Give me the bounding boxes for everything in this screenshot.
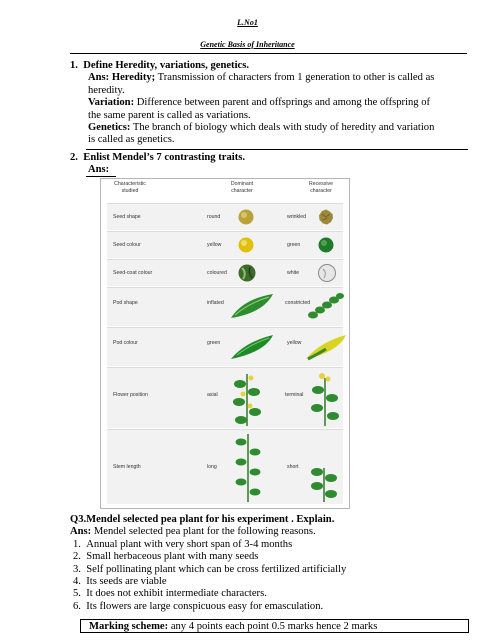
dominant-label: yellow <box>207 242 222 248</box>
question-2 <box>70 152 470 177</box>
trait-row <box>107 367 343 428</box>
list-item: 6. Its flowers are large conspicuous easy for emasculation. <box>73 600 324 612</box>
reasons-list <box>70 539 480 613</box>
lecture-number: L.No1 <box>237 18 258 27</box>
trait-row <box>107 259 343 286</box>
yellow-seed-icon <box>237 236 255 254</box>
q1-heredity-tail: heredity. <box>88 84 125 96</box>
dominant-label: inflated <box>207 300 224 306</box>
dominant-label: green <box>207 340 221 346</box>
trait-row <box>107 231 343 258</box>
list-item: 3. Self pollinating plant which can be cross fertilized artificially <box>73 563 347 575</box>
q3-ans-label: Ans: <box>70 526 92 538</box>
q3-question: Q3.Mendel selected pea plant for his experiment . Explain. <box>70 514 335 525</box>
q1-variation-label: Variation: <box>88 97 135 109</box>
long-stem-plant-icon <box>231 432 265 502</box>
list-item: 1. Annual plant with very short span of 3-4 months <box>73 538 293 550</box>
trait-row <box>107 327 343 366</box>
q1-question: Define Heredity, variations, genetics. <box>83 60 249 71</box>
header-rule <box>70 53 467 54</box>
q1-genetics-tail: is called as genetics. <box>88 134 175 146</box>
q1-variation-tail: the same parent is called as variations. <box>88 109 251 121</box>
inflated-pod-icon <box>229 291 275 321</box>
chapter-title: Genetic Basis of Inheritance <box>200 40 295 49</box>
trait-name: Flower position <box>113 392 148 398</box>
header-dominant: Dominant character <box>230 181 254 194</box>
question-3 <box>70 514 480 613</box>
marking-text: any 4 points each point 0.5 marks hence 2 marks <box>170 621 378 632</box>
trait-name: Stem length <box>113 464 141 470</box>
marking-scheme-box <box>80 619 469 633</box>
trait-name: Pod colour <box>113 340 138 346</box>
trait-name: Pod shape <box>113 300 138 306</box>
axial-flower-plant-icon <box>229 370 265 426</box>
dominant-label: long <box>207 464 217 470</box>
wrinkled-seed-icon <box>317 208 335 226</box>
header-characteristic: Characteristic studied <box>114 181 146 194</box>
list-item: 4. Its seeds are viable <box>73 576 167 588</box>
q2-ans-label: Ans: <box>88 164 110 176</box>
recessive-label: short <box>287 464 299 470</box>
q1-ans-label: Ans: Heredity; <box>88 72 156 84</box>
recessive-label: white <box>287 270 300 276</box>
recessive-label: constricted <box>285 300 311 306</box>
q1-genetics-text: The branch of biology which deals with study of heredity and variation <box>132 122 435 134</box>
round-seed-icon <box>237 208 255 226</box>
q1-number: 1. <box>70 60 78 71</box>
q3-ans-text: Mendel selected pea plant for the following reasons. <box>93 526 316 538</box>
q1-rule <box>86 149 468 150</box>
recessive-label: wrinkled <box>287 214 307 220</box>
dominant-label: axial <box>207 392 218 398</box>
trait-row <box>107 287 343 326</box>
dominant-label: round <box>207 214 221 220</box>
trait-name: Seed-coat colour <box>113 270 153 276</box>
yellow-pod-icon <box>304 332 348 362</box>
recessive-label: terminal <box>285 392 304 398</box>
mendel-traits-table <box>100 178 350 509</box>
q2-number: 2. <box>70 152 78 163</box>
constricted-pod-icon <box>307 291 345 321</box>
recessive-label: yellow <box>287 340 302 346</box>
marking-label: Marking scheme: <box>89 621 169 632</box>
terminal-flower-plant-icon <box>307 370 343 426</box>
white-seedcoat-icon <box>317 263 337 283</box>
trait-row <box>107 429 343 504</box>
coloured-seedcoat-icon <box>237 263 257 283</box>
trait-name: Seed shape <box>113 214 141 220</box>
list-item: 2. Small herbaceous plant with many seeds <box>73 551 259 563</box>
q2-question: Enlist Mendel’s 7 contrasting traits. <box>83 152 245 163</box>
green-pod-icon <box>229 332 275 362</box>
list-item: 5. It does not exhibit intermediate characters. <box>73 588 267 600</box>
q1-genetics-label: Genetics: <box>88 122 131 134</box>
trait-name: Seed colour <box>113 242 141 248</box>
q1-variation-text: Difference between parent and offsprings and among the offspring of <box>136 97 431 109</box>
recessive-label: green <box>287 242 301 248</box>
green-seed-icon <box>317 236 335 254</box>
header-recessive: Recessive character <box>309 181 333 194</box>
q2-ans-underline <box>86 176 116 177</box>
q1-heredity-text: Transmission of characters from 1 generation to other is called as <box>157 72 435 84</box>
dominant-label: coloured <box>207 270 227 276</box>
trait-row <box>107 203 343 230</box>
question-1 <box>70 60 470 147</box>
short-stem-plant-icon <box>307 464 341 502</box>
